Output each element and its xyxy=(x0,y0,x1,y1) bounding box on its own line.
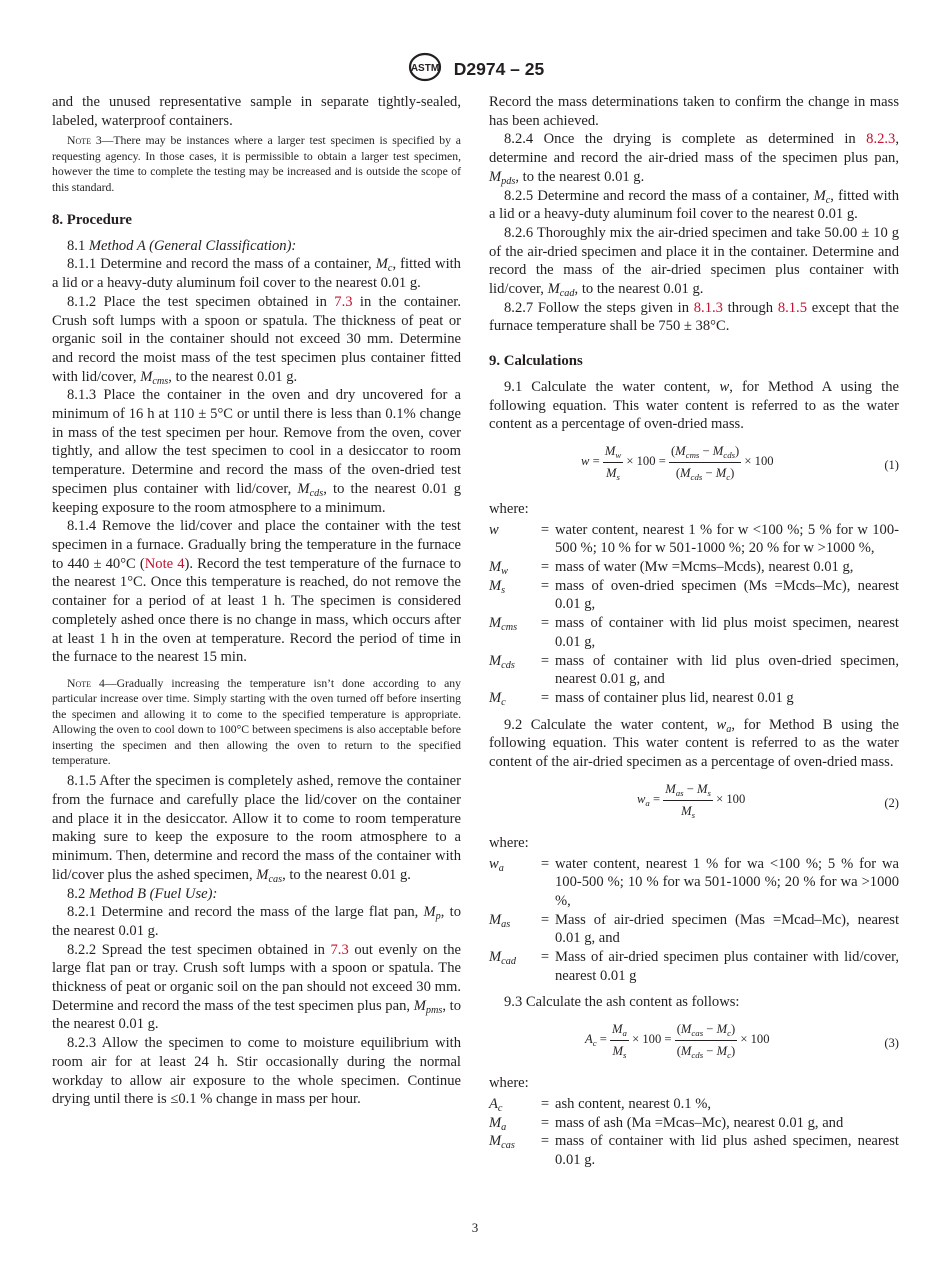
definition-term: $M_{as}$ xyxy=(489,911,511,930)
definitions-eq2 xyxy=(489,855,899,986)
definition-row xyxy=(489,1114,899,1133)
definition-row xyxy=(489,1095,899,1114)
paragraph-9-3: 9.3 Calculate the ash content as follows: xyxy=(504,994,740,1011)
equals-sign: = xyxy=(540,521,550,538)
definition-text: mass of container with lid plus oven-dried specimen, nearest 0.01 g, and xyxy=(555,652,899,688)
paragraph-8-2-2: 8.2.2 Spread the test specimen obtained in 7.3 out evenly on the large flat pan or tray. Crush soft lumps with a spoon or spatula. The thickness of peat or organic soil on the pan should not exceed 30 mm. Determine and record the mass of the test specimen plus pan, $M_{pms}$, to the nearest 0.01 g. xyxy=(52,941,461,1033)
definition-term: $M_{cds}$ xyxy=(489,652,515,671)
astm-logo-text: ASTM xyxy=(410,63,439,74)
paragraph-8-1: 8.1 Method A (General Classification): xyxy=(67,237,297,254)
astm-logo-icon xyxy=(406,52,444,87)
paragraph-8-1-1: 8.1.1 Determine and record the mass of a container, $M_c$, fitted with a lid or a heavy-duty aluminum foil cover to the nearest 0.01 g. xyxy=(52,256,461,292)
paragraph-8-1-5: 8.1.5 After the specimen is completely ashed, remove the container from the furnace and carefully place the lid/cover on the container and place it in the desiccator. Allow it to come to room temperature making sure to keep the exposure to the room atmosphere to a minimum. Then, determine and record the mass of the container with lid/cover plus the ashed specimen, $M_{cas}$, to the nearest 0.01 g. xyxy=(52,773,461,885)
definition-term: $M_s$ xyxy=(489,577,506,596)
definition-text: mass of water (Mw =Mcms–Mcds), nearest 0.01 g, xyxy=(555,559,854,576)
paragraph-8-2: 8.2 Method B (Fuel Use): xyxy=(67,885,218,902)
definition-text: mass of ash (Ma =Mcas–Mc), nearest 0.01 g, and xyxy=(555,1114,844,1131)
equation-3: $A_c$ = $\frac{M_a}{M_s}$ × 100 = $\frac{(M_{cas} - M_c)}{(M_{cds} - M_c)}$ × 100 (3) xyxy=(585,1022,899,1060)
definition-term: $A_c$ xyxy=(489,1095,503,1114)
equals-sign: = xyxy=(540,615,550,632)
definition-text: ash content, nearest 0.1 %, xyxy=(555,1095,712,1112)
paragraph-8-2-3: 8.2.3 Allow the specimen to come to moisture equilibrium with room air for at least 24 h. Stir occasionally during the normal workday to allow air exposure to the whole specimen. Continue drying until there is ≤0.1 % change in mass per hour. xyxy=(52,1035,461,1108)
section-heading-procedure: 8. Procedure xyxy=(52,212,132,229)
equals-sign: = xyxy=(540,1114,550,1131)
paragraph-8-1-3: 8.1.3 Place the container in the oven and dry uncovered for a minimum of 16 h at 110 ± 5°C or until there is less than 0.1% change in mass of the test specimen per hour. Remove from the oven, cover tightly, and allow the test specimen to cool in a desiccator to room temperature. Determine and record the mass of the oven-dried test specimen plus container with lid/cover, $M_{cds}$, to the nearest 0.01 g keeping exposure to the room atmosphere to a minimum. xyxy=(52,387,461,516)
equals-sign: = xyxy=(540,689,550,706)
where-label: where: xyxy=(489,834,529,851)
equation-2: $w_a$ = $\frac{M_{as} - M_s}{M_s}$ × 100 (2) xyxy=(637,781,899,820)
paragraph-9-2: 9.2 Calculate the water content, $w_a$, for Method B using the following equation. This water content is referred to as the water content of the air-dried specimen as a percentage of oven-dried mass. xyxy=(489,716,899,771)
definition-text: water content, nearest 1 % for wa <100 %; 5 % for wa 100-500 %; 10 % for wa 501-1000 %; 20 % for wa >1000 %, xyxy=(555,855,899,909)
paragraph: Record the mass determinations taken to confirm the change in mass has been achieved. xyxy=(489,94,899,129)
definition-row xyxy=(489,948,899,985)
paragraph-8-1-4: 8.1.4 Remove the lid/cover and place the container with the test specimen in a furnace. Gradually bring the temperature in the furnace to 440 ± 40°C (Note 4). Record the test temperature of the furnace to the nearest 1°C. Once this temperature is reached, do not remove the container for a period of at least 1 h. The specimen is considered completely ashed once there is no change in mass, which occurs after at least 1 h in the oven at temperature. Record the period of time in the furnace to the nearest 15 min. xyxy=(52,518,461,666)
definition-term: $M_{cas}$ xyxy=(489,1133,515,1152)
page-header xyxy=(0,52,950,87)
equals-sign: = xyxy=(540,559,550,576)
paragraph-8-2-5: 8.2.5 Determine and record the mass of a container, $M_c$, fitted with a lid or a heavy-duty aluminum foil cover to the nearest 0.01 g. xyxy=(489,187,899,223)
link-7-3[interactable]: 7.3 xyxy=(334,293,353,310)
definition-row xyxy=(489,614,899,651)
paragraph-8-2-4: 8.2.4 Once the drying is complete as determined in 8.2.3, determine and record the air-dried mass of the specimen plus pan, $M_{pds}$, to the nearest 0.01 g. xyxy=(489,131,899,187)
paragraph-8-2-6: 8.2.6 Thoroughly mix the air-dried specimen and take 50.00 ± 10 g of the air-dried specimen and place it in the container. Determine and record the mass of the air-dried specimen plus container with lid/cover, $M_{cad}$, to the nearest 0.01 g. xyxy=(489,224,899,300)
designation: D2974 – 25 xyxy=(453,59,545,79)
equation-number: (2) xyxy=(884,795,899,810)
definition-term: $w_a$ xyxy=(489,855,504,874)
page-number: 3 xyxy=(471,1220,479,1235)
equals-sign: = xyxy=(540,1133,550,1150)
paragraph-8-1-2: 8.1.2 Place the test specimen obtained in 7.3 in the container. Crush soft lumps with a spoon or spatula. The thickness of peat or organic soil in the container should not exceed 30 mm. Determine and record the moist mass of the test specimen plus container fitted with lid/cover, $M_{cms}$, to the nearest 0.01 g. xyxy=(52,293,461,387)
link-8-2-3[interactable]: 8.2.3 xyxy=(866,131,896,148)
definition-row xyxy=(489,652,899,689)
definitions-eq1 xyxy=(489,521,899,708)
definition-row xyxy=(489,855,899,911)
equals-sign: = xyxy=(540,855,550,872)
left-column xyxy=(52,93,461,1109)
equation-1: w = $\frac{M_w}{M_s}$ × 100 = $\frac{(M_{cms} - M_{cds})}{(M_{cds} - M_c)}$ × 100 (1) xyxy=(581,443,899,482)
definition-row xyxy=(489,558,899,577)
definitions-eq3 xyxy=(489,1095,899,1170)
definition-row xyxy=(489,689,899,708)
equals-sign: = xyxy=(540,911,550,928)
equals-sign: = xyxy=(540,1095,550,1112)
equation-number: (1) xyxy=(884,457,899,472)
section-heading-calculations: 9. Calculations xyxy=(489,353,583,370)
definition-text: Mass of air-dried specimen plus container with lid/cover, nearest 0.01 g xyxy=(555,949,899,984)
definition-term: w xyxy=(489,521,499,538)
equals-sign: = xyxy=(540,949,550,966)
definition-text: mass of oven-dried specimen (Ms =Mcds–Mc), nearest 0.01 g, xyxy=(555,577,899,613)
definition-term: $M_{cad}$ xyxy=(489,949,516,968)
definition-row xyxy=(489,1132,899,1169)
paragraph-8-2-1: 8.2.1 Determine and record the mass of the large flat pan, $M_p$, to the nearest 0.01 g. xyxy=(52,904,461,939)
definition-row xyxy=(489,521,899,558)
definition-text: mass of container with lid plus moist specimen, nearest 0.01 g, xyxy=(555,615,899,650)
paragraph-8-2-7: 8.2.7 Follow the steps given in 8.1.3 through 8.1.5 except that the furnace temperature shall be 750 ± 38°C. xyxy=(489,299,899,335)
definition-text: mass of container with lid plus ashed specimen, nearest 0.01 g. xyxy=(555,1133,899,1168)
definition-term: $M_{cms}$ xyxy=(489,615,518,634)
link-8-1-5[interactable]: 8.1.5 xyxy=(777,299,807,316)
where-label: where: xyxy=(489,1075,529,1092)
definition-term: $M_a$ xyxy=(489,1114,507,1133)
definition-text: mass of container plus lid, nearest 0.01 g xyxy=(555,689,794,706)
link-note-4[interactable]: Note 4 xyxy=(144,555,185,572)
definition-text: Mass of air-dried specimen (Mas =Mcad–Mc), nearest 0.01 g, and xyxy=(555,911,899,947)
definition-term: $M_c$ xyxy=(489,689,506,708)
note-4: Note 4—Gradually increasing the temperature isn’t done according to any particular increase over time. Simply starting with the oven turned off before inserting the specimen and allowing it to come to the specified temperature is appropriate. Allowing the oven to cool down to 100°C between specimens is also acceptable before inserting the specimen and then allowing the oven to return to the specified temperature. xyxy=(52,676,461,767)
equation-number: (3) xyxy=(884,1036,899,1051)
definition-text: water content, nearest 1 % for w <100 %; 5 % for w 100-500 %; 10 % for w 501-1000 %; 20 % for w >1000 %, xyxy=(555,521,899,557)
definition-term: $M_w$ xyxy=(489,559,508,578)
equals-sign: = xyxy=(540,577,550,594)
right-column xyxy=(489,93,899,1170)
definition-row xyxy=(489,577,899,614)
where-label: where: xyxy=(489,500,529,517)
paragraph-9-1: 9.1 Calculate the water content, w, for Method A using the following equation. This water content is referred to as the water content as a percentage of oven-dried mass. xyxy=(489,378,899,433)
note-3: Note 3—There may be instances where a larger test specimen is specified by a requesting agency. In those cases, it is permissible to obtain a larger test specimen, however the time to complete the testing may be increased and is outside the scope of this standard. xyxy=(52,134,461,194)
paragraph: and the unused representative sample in separate tightly-sealed, labeled, waterproof containers. xyxy=(52,94,461,129)
link-8-1-3[interactable]: 8.1.3 xyxy=(693,299,723,316)
definition-row xyxy=(489,911,899,948)
equals-sign: = xyxy=(540,652,550,669)
link-7-3[interactable]: 7.3 xyxy=(330,941,349,958)
